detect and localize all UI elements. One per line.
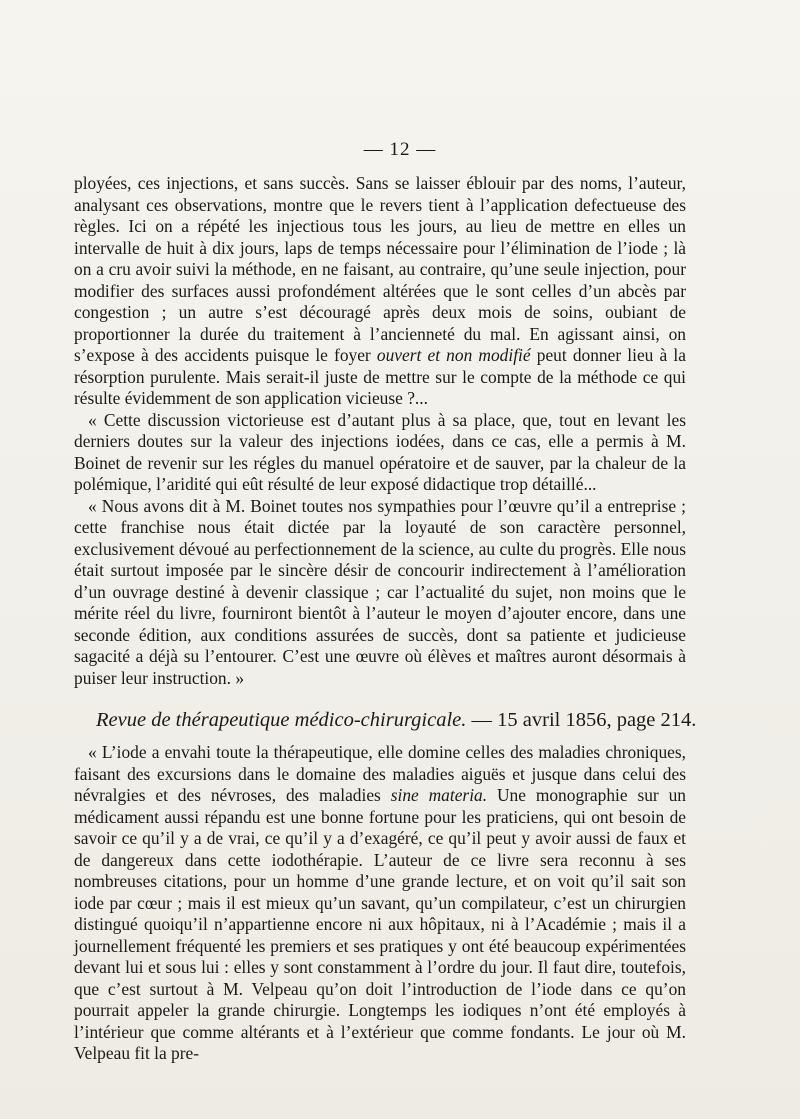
review-title: Revue de thérapeutique médico-chirurgicale.: [96, 709, 467, 731]
text-block-lower: [74, 742, 686, 1065]
review-heading: [96, 707, 736, 733]
paragraph-3: « Nous avons dit à M. Boinet toutes nos sympathies pour l’œuvre qu’il a entreprise ; cette franchise nous était dictée par la loyauté de son caractère personnel, exclusivement dévoué au perfectionnement de la science, au culte du progrès. Elle nous était surtout imposée par le sincère désir de concourir indirectement à l’amélioration d’un ouvrage destiné à devenir classique ; car l’actualité du sujet, non moins que le mérite réel du livre, fourniront bientôt à l’auteur le moyen d’ajouter encore, dans une seconde édition, aux conditions assurées de succès, dont sa patiente et judicieuse sagacité a déjà su l’entourer. C’est une œuvre où élèves et maîtres auront désormais à puiser leur instruction. »: [74, 495, 686, 688]
text-block-upper: [74, 173, 686, 689]
paragraph-1-text-b: peut donner lieu à la résorption purulente. Mais serait-il juste de mettre sur le compte de la méthode ce qui résulte évidemment de son application vicieuse ?...: [74, 345, 686, 408]
paragraph-4: [74, 742, 686, 1065]
paragraph-4-emphasis: sine materia.: [390, 785, 488, 805]
review-date: — 15 avril 1856, page 214.: [471, 709, 697, 731]
paragraph-1-text-a: ployées, ces injections, et sans succès. Sans se laisser éblouir par des noms, l’auteur, analysant ces observations, montre que le revers tient à l’application defectueuse des règles. Ici on a répété les injectious tous les jours, au lieu de mettre en elles un intervalle de huit à dix jours, laps de temps nécessaire pour l’élimination de l’iode ; là on a cru avoir suivi la méthode, en ne faisant, au contraire, qu’une seule injection, pour modifier des surfaces aussi profondément altérées que le sont celles d’un abcès par congestion ; un autre s’est découragé après deux mois de soins, oubiant de proportionner la durée du traitement à l’ancienneté du mal. En agissant ainsi, on s’expose à des accidents puisque le foyer: [74, 173, 686, 365]
paragraph-4-text-a: « L’iode a envahi toute la thérapeutique, elle domine celles des maladies chroniques, faisant des excursions dans le domaine des maladies aiguës et jusque dans celui des névralgies et des névroses, des maladies: [74, 742, 686, 805]
paragraph-4-text-b: Une monographie sur un médicament aussi répandu est une bonne fortune pour les praticiens, qui ont besoin de savoir ce qu’il y a de vrai, ce qu’il y a d’exagéré, ce qu’il peut y avoir aussi de faux et de dangereux dans cette iodothérapie. L’auteur de ce livre sera reconnu à ses nombreuses citations, pour un homme d’une grande lecture, et on voit qu’il sait son iode par cœur ; mais il est mieux qu’un savant, qu’un compilateur, c’est un chirurgien distingué quoiqu’il n’appartienne encore ni aux hôpitaux, ni à l’Académie ; mais il a journellement fréquenté les premiers et ses pratiques y ont été beaucoup expérimentées devant lui et sous lui : elles y sont constamment à l’ordre du jour. Il faut dire, toutefois, que c’est surtout à M. Velpeau qu’on doit l’introduction de l’iode dans ce qu’on pourrait appeler la grande chirurgie. Longtemps les iodiques n’ont été employés à l’intérieur que comme altérants et à l’extérieur que comme fondants. Le jour où M. Velpeau fit la pre-: [74, 785, 687, 1063]
paragraph-1-emphasis: ouvert et non modifié: [376, 345, 531, 365]
paragraph-2: « Cette discussion victorieuse est d’autant plus à sa place, que, tout en levant les derniers doutes sur la valeur des injections iodées, dans ce cas, elle a permis à M. Boinet de revenir sur les régles du manuel opératoire et de sauver, par la chaleur de la polémique, l’aridité qui eût résulté de leur exposé didactique trop détaillé...: [74, 409, 686, 494]
paragraph-1: [74, 173, 686, 410]
page-number: — 12 —: [363, 139, 437, 160]
